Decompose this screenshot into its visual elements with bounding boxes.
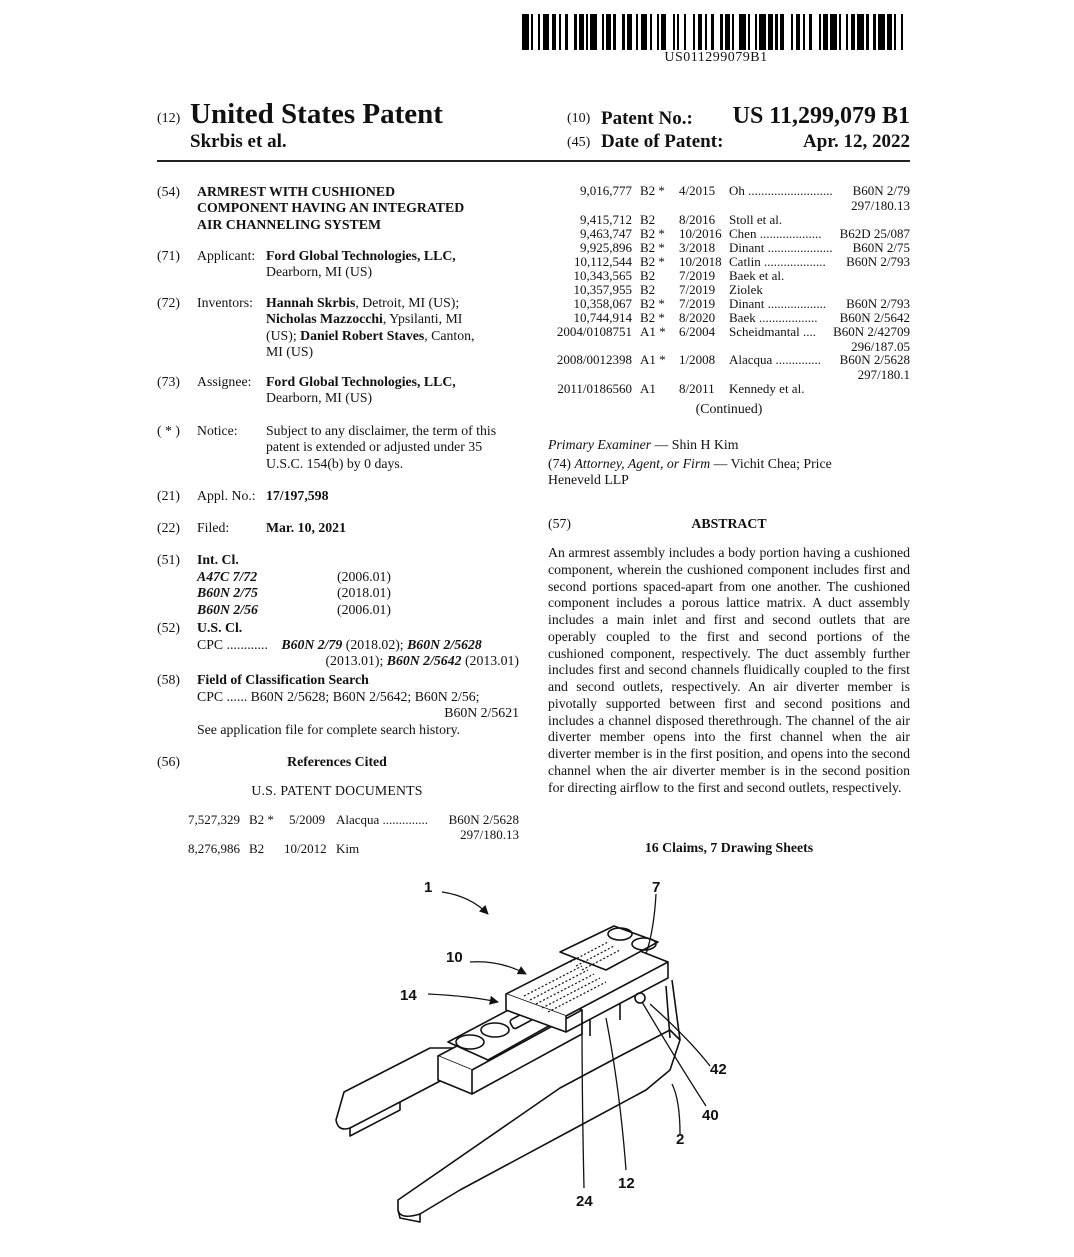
ref-date: 7/2019 [679, 282, 716, 297]
refs-code: (56) [157, 754, 180, 769]
attorney-name: — Vichit Chea; Price [710, 456, 832, 471]
ref-name: Baek et al. [729, 268, 785, 283]
ref-kind: B2 * [640, 254, 665, 269]
figure-label: 1 [424, 879, 433, 896]
intcl-version: (2006.01) [337, 602, 392, 617]
ref-date: 4/2015 [679, 183, 716, 198]
cpc-class: B60N 2/79 [281, 637, 343, 652]
notice-line: Subject to any disclaimer, the term of this [266, 423, 497, 438]
ref-kind: A1 * [640, 352, 666, 367]
refs-label: References Cited [287, 754, 387, 769]
intcl-code: (51) [157, 552, 180, 567]
examiner-name: — Shin H Kim [651, 437, 739, 452]
ref-number: 8,276,986 [188, 841, 240, 856]
ref-class: B60N 2/5628 [839, 352, 910, 367]
ref-class-2: 297/180.13 [460, 827, 519, 842]
inventor-name: Nicholas Mazzocchi [266, 311, 383, 327]
inventor-location: , Detroit, MI (US); [355, 295, 460, 310]
ref-kind: B2 * [249, 812, 274, 827]
ref-number: 9,463,747 [580, 226, 632, 241]
ref-kind: A1 [640, 381, 656, 396]
cpc-version: (2013.01); [325, 653, 387, 669]
ref-name: Oh .......................... [729, 183, 833, 198]
ref-number: 2004/0108751 [556, 324, 632, 339]
code-12: (12) [157, 111, 181, 126]
figure-label: 7 [652, 879, 661, 896]
ref-class-2: 297/180.13 [851, 198, 910, 213]
title-code: (54) [157, 184, 180, 199]
figure-label: 14 [400, 987, 417, 1004]
applicant-code: (71) [157, 248, 180, 263]
ref-class: B60N 2/793 [846, 254, 910, 269]
primary-examiner [548, 437, 738, 453]
authors: Skrbis et al. [190, 131, 287, 152]
ref-date: 6/2004 [679, 324, 716, 339]
ref-kind: B2 [640, 282, 656, 297]
ref-name: Stoll et al. [729, 212, 783, 227]
filed-date: Mar. 10, 2021 [266, 520, 346, 535]
intcl-version: (2018.01) [337, 585, 392, 600]
ref-date: 8/2011 [679, 381, 715, 396]
barcode-bar [857, 14, 864, 50]
intcl-class: B60N 2/56 [197, 602, 258, 617]
assignee-location: Dearborn, MI (US) [266, 390, 373, 406]
attorney [548, 456, 910, 489]
document-type: United States Patent [190, 98, 443, 130]
figure-label: 2 [676, 1131, 685, 1148]
armrest-drawing [320, 870, 760, 1250]
ref-kind: B2 * [640, 226, 665, 241]
barcode-bar [903, 14, 910, 50]
title-line: COMPONENT HAVING AN INTEGRATED [197, 200, 465, 216]
ref-number: 9,925,896 [580, 240, 632, 255]
ref-kind: B2 * [640, 183, 665, 198]
title-line: AIR CHANNELING SYSTEM [197, 216, 381, 232]
cpc-class: B60N 2/5628 [407, 637, 482, 652]
intcl-class: B60N 2/75 [197, 585, 258, 600]
assignee-label: Assignee: [197, 374, 252, 389]
barcode-bar [616, 14, 623, 50]
cpc-version: (2018.02); [342, 637, 408, 652]
field-line: B60N 2/5621 [444, 705, 519, 721]
code-10: (10) [567, 111, 591, 126]
applicant-name: Ford Global Technologies, LLC, [266, 248, 456, 263]
ref-number: 2011/0186560 [557, 381, 632, 396]
barcode-bar [590, 14, 597, 50]
ref-kind: B2 * [640, 310, 665, 325]
ref-class-2: 297/180.1 [857, 367, 910, 382]
appl-label: Appl. No.: [197, 488, 256, 503]
ref-name: Alacqua .............. [729, 352, 822, 367]
figure-label: 12 [618, 1175, 635, 1192]
intcl-label: Int. Cl. [197, 552, 239, 567]
ref-number: 9,016,777 [580, 183, 632, 198]
code-45: (45) [567, 135, 591, 150]
ref-class: B60N 2/5628 [448, 812, 519, 827]
ref-date: 8/2016 [679, 212, 716, 227]
ref-name: Dinant .................... [729, 240, 833, 255]
inventors-label: Inventors: [197, 295, 253, 310]
intcl-class: A47C 7/72 [197, 569, 258, 584]
inventor-location: , Canton, [424, 327, 475, 343]
ref-number: 10,112,544 [573, 254, 632, 269]
inventors [266, 295, 474, 360]
patent-no-label: Patent No.: [601, 108, 693, 129]
notice-code: ( * ) [157, 423, 180, 438]
ref-class: B60N 2/79 [852, 183, 910, 198]
ref-class: B62D 25/087 [839, 226, 910, 241]
barcode-bar [739, 14, 746, 50]
ref-kind: B2 [640, 268, 656, 283]
barcode-bar [830, 14, 837, 50]
inventors-code: (72) [157, 295, 180, 310]
ref-name: Baek .................. [729, 310, 818, 325]
ref-date: 1/2008 [679, 352, 716, 367]
ref-number: 7,527,329 [188, 812, 240, 827]
filed-code: (22) [157, 520, 180, 535]
ref-number: 10,744,914 [573, 310, 632, 325]
uscl-label: U.S. Cl. [197, 620, 243, 635]
ref-name: Alacqua .............. [336, 812, 429, 827]
inventor-name: Hannah Skrbis [266, 295, 356, 310]
assignee [266, 374, 456, 407]
field-search [197, 689, 519, 738]
ref-class: B60N 2/5642 [839, 310, 910, 325]
ref-class: B60N 2/42709 [833, 324, 910, 339]
filed-label: Filed: [197, 520, 230, 535]
figure-label: 10 [446, 949, 463, 966]
cpc-version: (2013.01) [461, 653, 519, 669]
barcode-bar [686, 14, 693, 50]
notice-line: patent is extended or adjusted under 35 [266, 439, 483, 455]
appl-code: (21) [157, 488, 180, 503]
inventor-prefix: (US); [266, 327, 301, 343]
ref-date: 7/2019 [679, 268, 716, 283]
attorney-firm: Heneveld LLP [548, 472, 629, 488]
patent-date: Apr. 12, 2022 [803, 131, 910, 152]
barcode-bar [714, 14, 721, 50]
abstract-heading: ABSTRACT [691, 516, 767, 531]
inventor-location: , Ypsilanti, MI [382, 311, 463, 327]
cpc-class: B60N 2/5642 [386, 653, 462, 669]
ref-class-2: 296/187.05 [851, 339, 910, 354]
ref-name: Kennedy et al. [729, 381, 805, 396]
ref-number: 9,415,712 [580, 212, 632, 227]
header-rule [157, 160, 910, 162]
field-line: CPC ...... B60N 2/5628; B60N 2/5642; B60N 2/56; [197, 689, 480, 704]
ref-date: 8/2020 [679, 310, 716, 325]
barcode-bar [641, 14, 648, 50]
barcode-number: US011299079B1 [664, 50, 768, 65]
notice-text [266, 423, 496, 472]
barcode-bar [543, 14, 550, 50]
abstract-code: (57) [548, 516, 571, 531]
attorney-code: (74) [548, 456, 575, 471]
applicant-label: Applicant: [197, 248, 256, 263]
inventor-location-last: MI (US) [266, 343, 314, 359]
assignee-name: Ford Global Technologies, LLC, [266, 374, 456, 389]
uscl-code: (52) [157, 620, 180, 635]
invention-title [197, 184, 464, 233]
notice-line: U.S.C. 154(b) by 0 days. [266, 455, 404, 471]
field-code: (58) [157, 672, 180, 687]
figure-label: 40 [702, 1107, 719, 1124]
ref-name: Ziolek [729, 282, 763, 297]
refs-subheading: U.S. PATENT DOCUMENTS [251, 783, 423, 798]
field-label: Field of Classification Search [197, 672, 369, 687]
claims-summary: 16 Claims, 7 Drawing Sheets [644, 840, 814, 855]
ref-name: Kim [336, 841, 360, 856]
attorney-label: Attorney, Agent, or Firm [574, 456, 711, 471]
ref-date: 5/2009 [289, 812, 326, 827]
title-line: ARMREST WITH CUSHIONED [197, 184, 396, 199]
ref-date: 7/2019 [679, 296, 716, 311]
abstract-body: An armrest assembly includes a body portion having a cushioned component, wherein the cushioned component includes first and second portions spaced-apart from one another. The cushioned component includes a porous lattice matrix. A duct assembly includes a main inlet and first and second outlets that are operably coupled to the first and second portions of the cushioned component, respectively. The duct assembly further includes first and second channels fluidically coupled to the first and second outlets, respectively. An air diverter member is pivotally supported between first and second positions and includes a channel disposed therethrough. The channel of the air diverter member opens into the first channel when the air diverter member is in the first position, and opens into the second channel when the air diverter member is in the second position for directing airflow to the first and second outlets, respectively. [548, 545, 910, 795]
appl-number: 17/197,598 [266, 488, 329, 503]
ref-class: B60N 2/793 [846, 296, 910, 311]
ref-date: 10/2018 [679, 254, 722, 269]
ref-number: 10,357,955 [573, 282, 632, 297]
examiner-label: Primary Examiner [548, 437, 652, 452]
ref-number: 10,358,067 [573, 296, 632, 311]
figure-label: 24 [576, 1193, 593, 1210]
patent-number: US 11,299,079 B1 [732, 103, 910, 129]
intcl-version: (2006.01) [337, 569, 392, 584]
inventor-name: Daniel Robert Staves [300, 327, 425, 343]
applicant-location: Dearborn, MI (US) [266, 264, 373, 280]
ref-kind: B2 * [640, 296, 665, 311]
barcode-bar [812, 14, 819, 50]
continued: (Continued) [695, 401, 763, 416]
ref-number: 10,343,565 [573, 268, 632, 283]
assignee-code: (73) [157, 374, 180, 389]
ref-name: Catlin ................... [729, 254, 826, 269]
applicant [266, 248, 456, 281]
notice-label: Notice: [197, 423, 238, 438]
barcode-bar [759, 14, 766, 50]
ref-date: 3/2018 [679, 240, 716, 255]
barcode [522, 14, 910, 50]
ref-class: B60N 2/75 [852, 240, 910, 255]
barcode-bar [784, 14, 791, 50]
field-note: See application file for complete search history. [197, 721, 461, 737]
cpc-prefix: CPC ............ [197, 637, 268, 652]
figure-label: 42 [710, 1061, 727, 1078]
barcode-bar [878, 14, 885, 50]
ref-kind: A1 * [640, 324, 666, 339]
ref-name: Scheidmantal .... [729, 324, 817, 339]
barcode-bar [666, 14, 673, 50]
ref-name: Dinant .................. [729, 296, 827, 311]
ref-name: Chen ................... [729, 226, 822, 241]
ref-kind: B2 [640, 212, 656, 227]
barcode-bar [568, 14, 575, 50]
ref-number: 2008/0012398 [556, 352, 632, 367]
cpc-classes [197, 637, 519, 670]
ref-date: 10/2012 [284, 841, 327, 856]
ref-kind: B2 * [640, 240, 665, 255]
barcode-bar [522, 14, 529, 50]
ref-date: 10/2016 [679, 226, 722, 241]
date-label: Date of Patent: [601, 131, 724, 152]
ref-kind: B2 [249, 841, 265, 856]
